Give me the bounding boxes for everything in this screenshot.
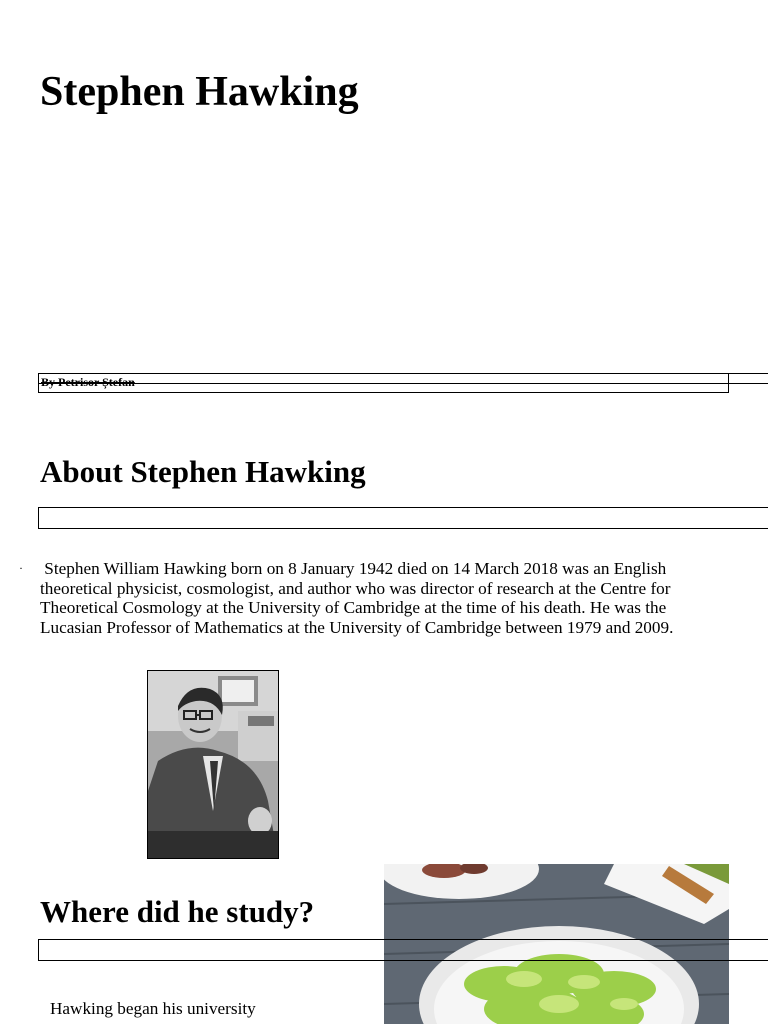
about-paragraph: Stephen William Hawking born on 8 January 1942 died on 14 March 2018 was an English theoretical physicist, cosmologist, and author who was director of research at the Centre for Theoretical Cosmology at the University of Cambridge at the time of his death. He was the Lucasian Professor of Mathematics at the University of Cambridge between 1979 and 2009.: [40, 559, 675, 637]
document-title: Stephen Hawking: [40, 69, 359, 115]
hawking-portrait-image: [147, 670, 279, 859]
bullet-marker: ·: [19, 561, 23, 575]
section-rule-study: [38, 939, 768, 961]
author-byline: By Petrisor Ștefan: [41, 375, 135, 389]
section-heading-about: About Stephen Hawking: [40, 454, 366, 489]
author-frame-extension: [729, 373, 768, 374]
section-rule-about: [38, 507, 768, 529]
author-strike-rule: [38, 383, 768, 384]
study-paragraph: Hawking began his university: [50, 999, 256, 1018]
section-heading-study: Where did he study?: [40, 894, 315, 929]
